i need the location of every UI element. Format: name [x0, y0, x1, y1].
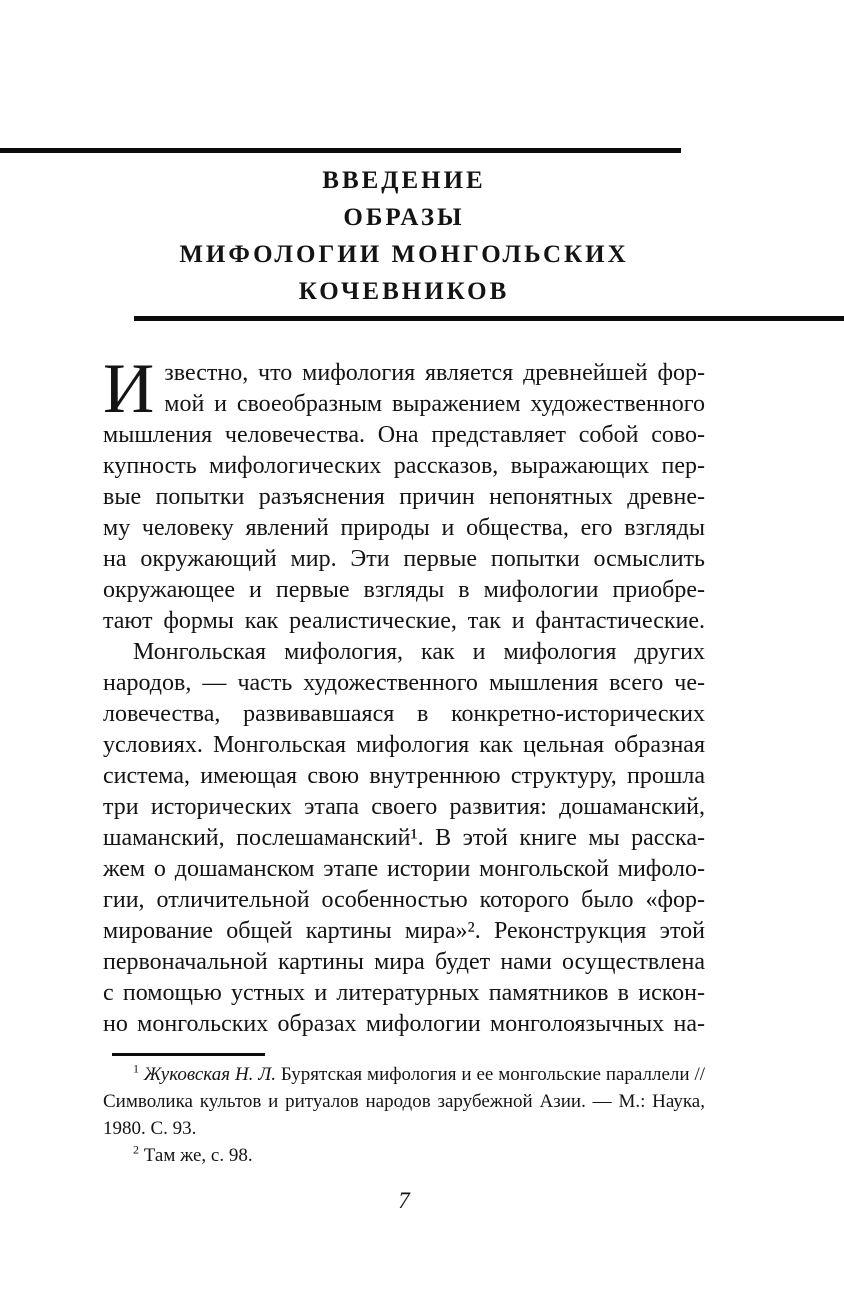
footnote-2-text: Там же, с. 98. [143, 1145, 253, 1166]
text-line: му человеку явлений природы и общества, его взгляды [103, 515, 705, 541]
text-line: ловечества, развивавшаяся в конкретно-исторических [103, 701, 705, 727]
footnote-rule [112, 1053, 265, 1056]
footnotes [103, 1061, 705, 1169]
top-rule [0, 148, 681, 153]
footnote-1-line-3: 1980. С. 93. [103, 1118, 197, 1139]
text-line: но монгольских образах мифологии монголоязычных на- [103, 1011, 705, 1037]
text-line: мирование общей картины мира»². Реконструкция этой [103, 918, 705, 944]
text-line: условиях. Монгольская мифология как цельная образная [103, 732, 705, 758]
title-line-2: ОБРАЗЫ [343, 204, 465, 231]
title-line-3: МИФОЛОГИИ МОНГОЛЬСКИХ [179, 241, 629, 268]
drop-cap: И [103, 350, 155, 428]
text-line: с помощью устных и литературных памятников в искон- [103, 980, 705, 1006]
paragraph-1 [103, 350, 705, 637]
footnote-2 [103, 1142, 705, 1169]
title-line-1: ВВЕДЕНИЕ [322, 167, 486, 194]
text-line: вые попытки разъяснения причин непонятных древне- [103, 484, 705, 510]
footnote-1-line-2: Символика культов и ритуалов народов зарубежной Азии. — М.: Наука, [103, 1091, 705, 1112]
paragraph-2 [103, 637, 705, 1040]
text-line: Монгольская мифология, как и мифология других [133, 639, 705, 665]
text-line: шаманский, послешаманский¹. В этой книге мы расска- [103, 825, 705, 851]
text-line: жем о дошаманском этапе истории монгольской мифоло- [103, 856, 705, 882]
chapter-title [103, 162, 705, 310]
text-line: первоначальной картины мира будет нами осуществлена [103, 949, 705, 975]
footnote-1-marker: 1 [133, 1061, 139, 1076]
title-line-4: КОЧЕВНИКОВ [298, 278, 510, 305]
text-line: мышления человечества. Она представляет собой сово- [103, 422, 705, 448]
body-text [103, 350, 705, 1040]
text-line: мой и своеобразным выражением художественного [164, 391, 705, 417]
text-line: система, имеющая свою внутреннюю структуру, прошла [103, 763, 705, 789]
footnote-2-marker: 2 [133, 1142, 139, 1157]
text-line: народов, — часть художественного мышления всего че- [103, 670, 705, 696]
title-bottom-rule [134, 316, 844, 321]
text-line: тают формы как реалистические, так и фантастические. [103, 608, 705, 634]
text-line: купность мифологических рассказов, выражающих пер- [103, 453, 705, 479]
text-line: гии, отличительной особенностью которого было «фор- [103, 887, 705, 913]
text-line: три исторических этапа своего развития: дошаманский, [103, 794, 705, 820]
footnote-1 [103, 1061, 705, 1088]
footnote-1-author: Жуковская Н. Л. [143, 1064, 276, 1085]
footnote-1-text: Бурятская мифология и ее монгольские параллели // [280, 1064, 706, 1085]
text-line: окружающее и первые взгляды в мифологии приобре- [103, 577, 705, 603]
page-number: 7 [398, 1188, 410, 1213]
text-line: на окружающий мир. Эти первые попытки осмыслить [103, 546, 705, 572]
text-line: звестно, что мифология является древнейшей фор- [164, 360, 705, 386]
